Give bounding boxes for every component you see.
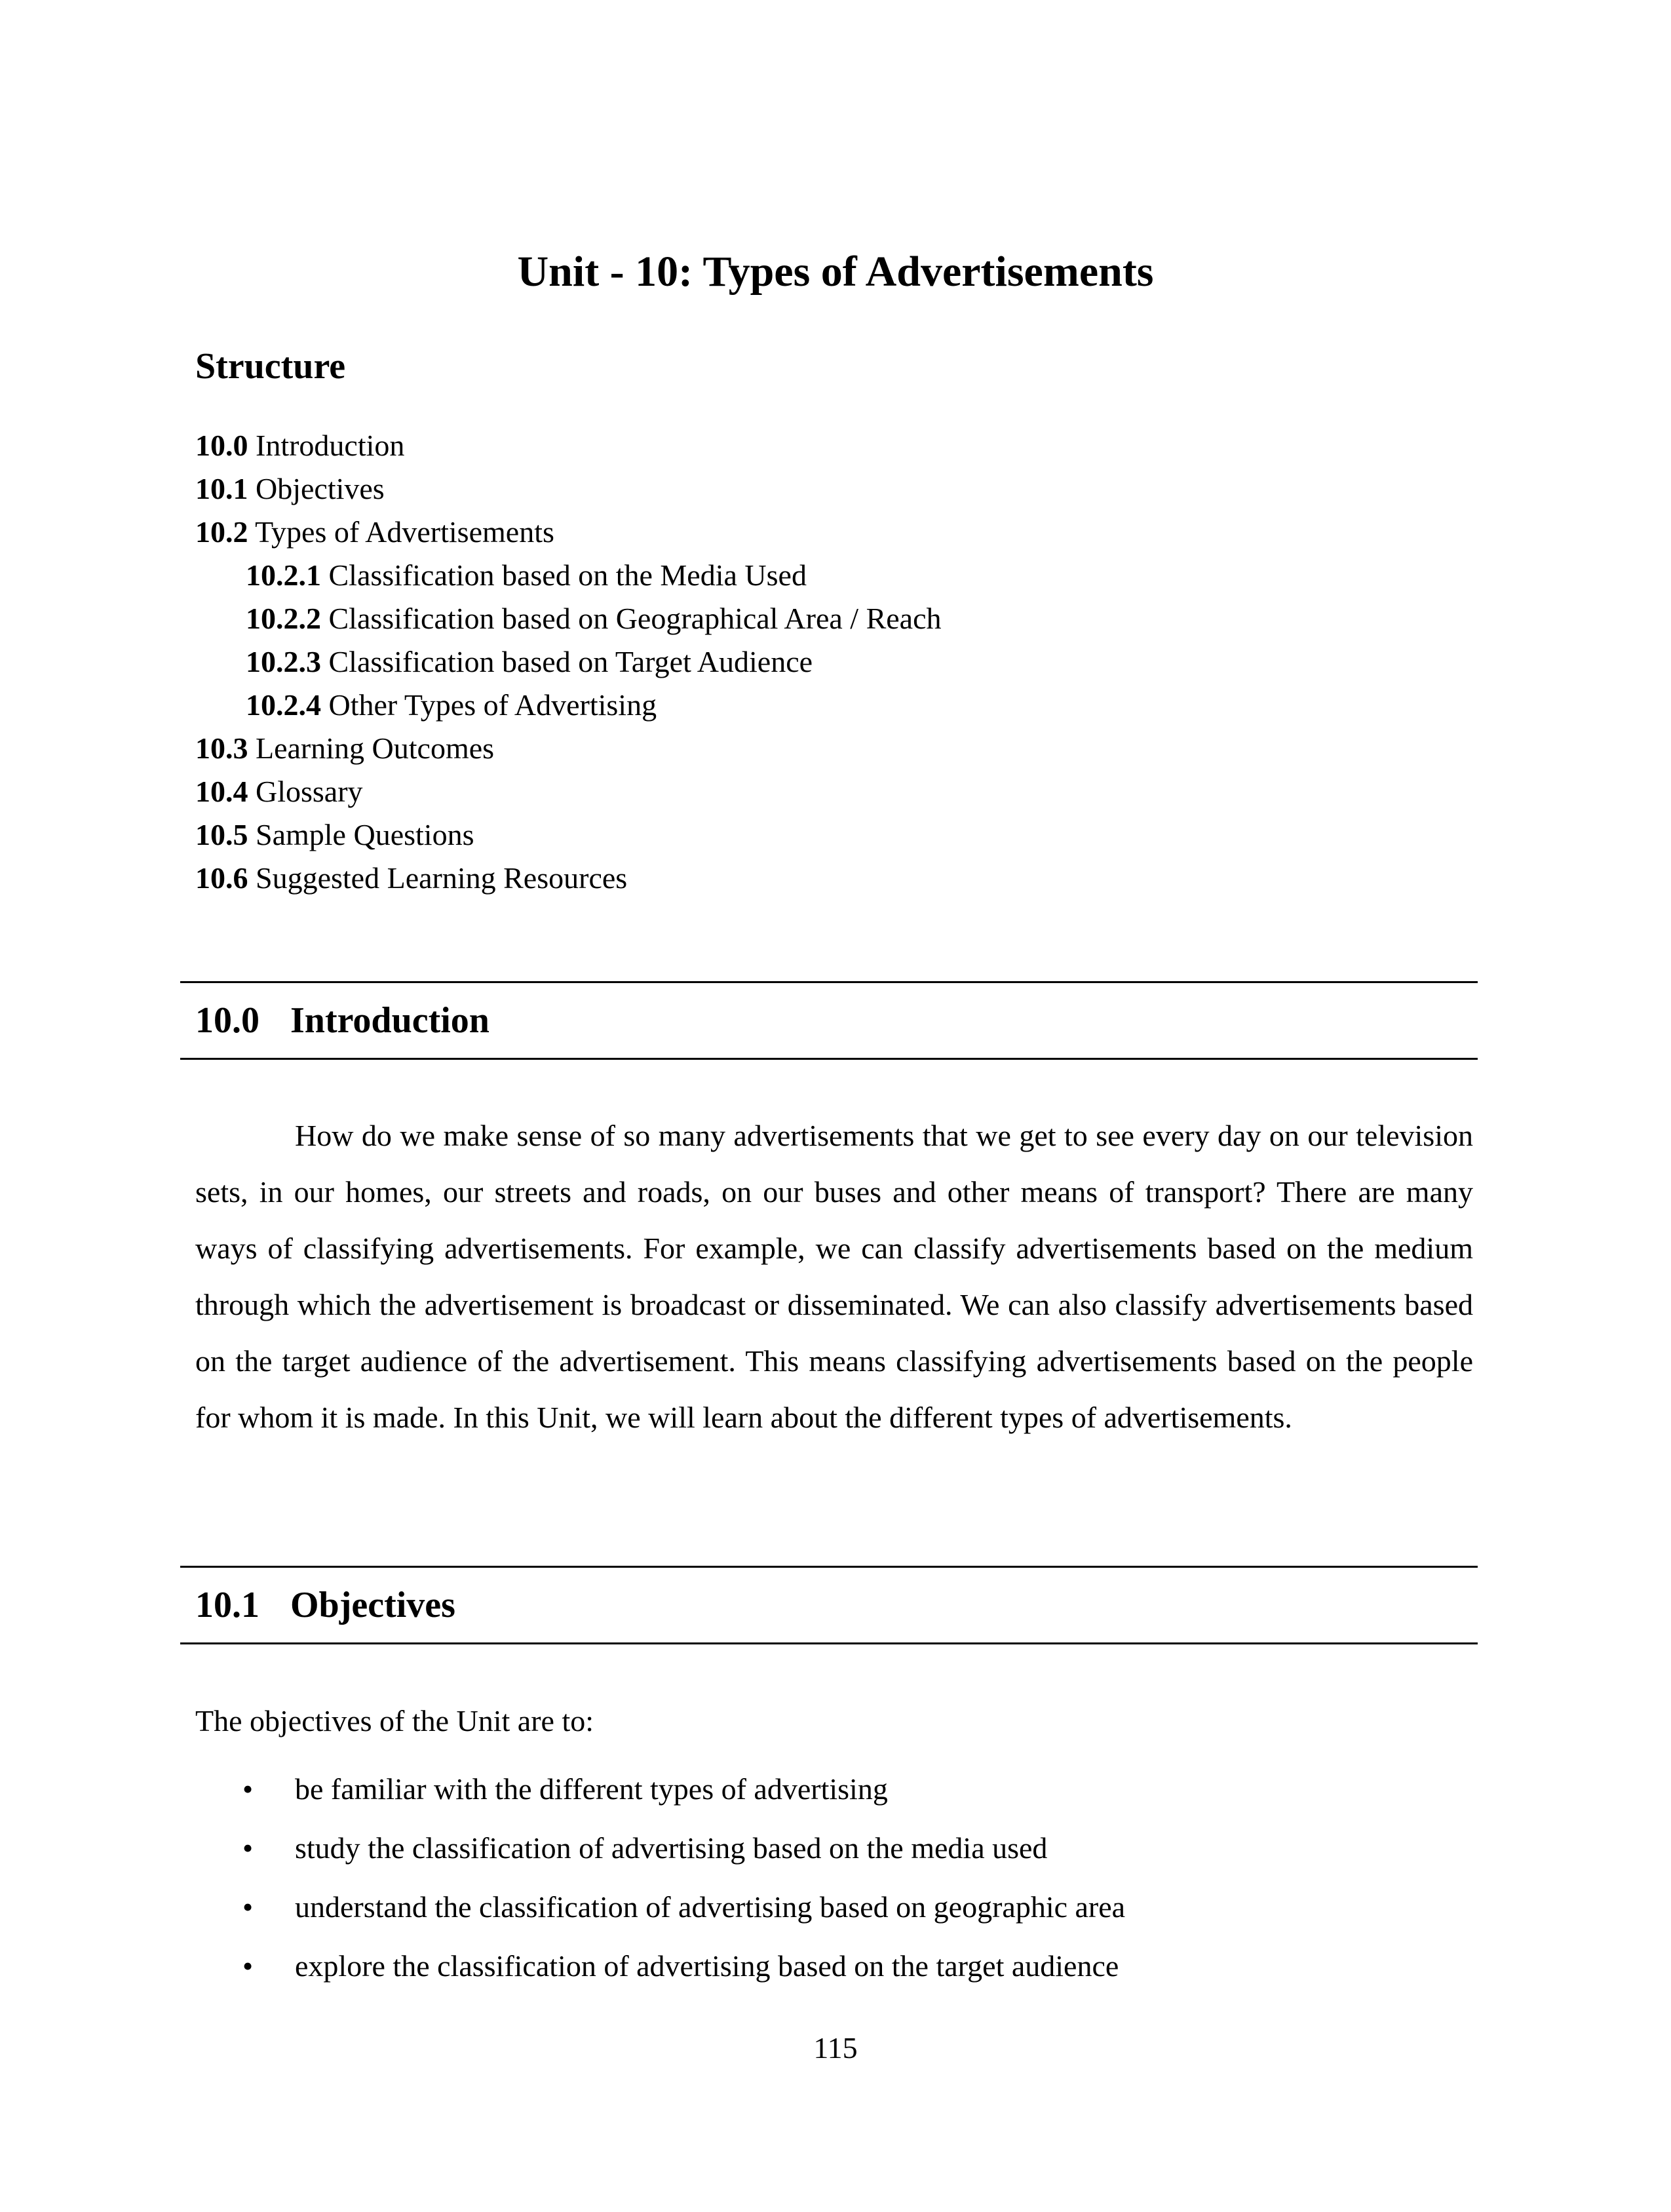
bullet-icon: • — [242, 1772, 254, 1806]
toc-label: Classification based on Target Audience — [328, 645, 813, 678]
toc-number: 10.1 — [195, 472, 248, 505]
objective-text: explore the classification of advertising based on the target audience — [295, 1949, 1119, 1983]
toc-item — [195, 770, 942, 813]
toc-label: Sample Questions — [256, 818, 474, 851]
toc-item — [195, 467, 942, 511]
toc-item — [195, 813, 942, 857]
toc-number: 10.2.3 — [246, 645, 321, 678]
introduction-heading — [195, 998, 490, 1043]
toc-number: 10.5 — [195, 818, 248, 851]
section-title: Introduction — [290, 1000, 490, 1041]
objectives-list — [195, 1760, 1125, 1996]
toc-number: 10.6 — [195, 861, 248, 895]
objective-item — [195, 1760, 1125, 1819]
toc-subitem — [195, 684, 942, 727]
toc-label: Objectives — [256, 472, 385, 505]
toc-number: 10.2.2 — [246, 602, 321, 635]
objective-text: understand the classification of advertising based on geographic area — [295, 1890, 1126, 1924]
section-rule-top — [180, 981, 1478, 983]
toc-number: 10.2.1 — [246, 558, 321, 592]
toc-number: 10.2.4 — [246, 688, 321, 722]
toc-subitem — [195, 554, 942, 597]
toc-number: 10.4 — [195, 775, 248, 808]
toc-number: 10.2 — [195, 515, 248, 549]
toc-label: Introduction — [256, 429, 405, 462]
bullet-icon: • — [242, 1890, 254, 1924]
toc-number: 10.0 — [195, 429, 248, 462]
objective-text: study the classification of advertising based on the media used — [295, 1831, 1048, 1865]
section-rule-top — [180, 1566, 1478, 1568]
section-number: 10.1 — [195, 1585, 259, 1625]
toc-label: Classification based on the Media Used — [328, 558, 807, 592]
toc-item — [195, 424, 942, 467]
toc-number: 10.3 — [195, 731, 248, 765]
toc-item — [195, 727, 942, 770]
toc-label: Types of Advertisements — [255, 515, 554, 549]
bullet-icon: • — [242, 1831, 254, 1865]
page-number: 115 — [813, 2031, 858, 2065]
toc-label: Classification based on Geographical Area / Reach — [328, 602, 942, 635]
toc-label: Glossary — [256, 775, 363, 808]
toc-label: Learning Outcomes — [256, 731, 495, 765]
objective-item — [195, 1937, 1125, 1996]
objectives-intro: The objectives of the Unit are to: — [195, 1704, 594, 1737]
objective-text: be familiar with the different types of advertising — [295, 1772, 888, 1806]
structure-heading: Structure — [195, 346, 346, 387]
section-rule-bottom — [180, 1642, 1478, 1644]
table-of-contents — [195, 424, 942, 900]
toc-label: Suggested Learning Resources — [256, 861, 628, 895]
section-number: 10.0 — [195, 1000, 259, 1041]
unit-title: Unit - 10: Types of Advertisements — [517, 248, 1154, 296]
introduction-paragraph: How do we make sense of so many advertisements that we get to see every day on our television sets, in our homes, our streets and roads, on our buses and other means of transport? There are many ways of classifying advertisements. For example, we can classify advertisements based on the medium through which the advertisement is broadcast or disseminated. We can also classify advertisements based on the target audience of the advertisement. This means classifying advertisements based on the people for whom it is made. In this Unit, we will learn about the different types of advertisements. — [195, 1119, 1473, 1434]
toc-item — [195, 511, 942, 554]
toc-subitem — [195, 640, 942, 684]
toc-subitem — [195, 597, 942, 640]
bullet-icon: • — [242, 1949, 254, 1983]
objective-item — [195, 1819, 1125, 1878]
objectives-heading — [195, 1582, 455, 1628]
toc-item — [195, 857, 942, 900]
section-title: Objectives — [290, 1585, 455, 1625]
section-rule-bottom — [180, 1058, 1478, 1060]
objective-item — [195, 1878, 1125, 1937]
toc-label: Other Types of Advertising — [328, 688, 657, 722]
